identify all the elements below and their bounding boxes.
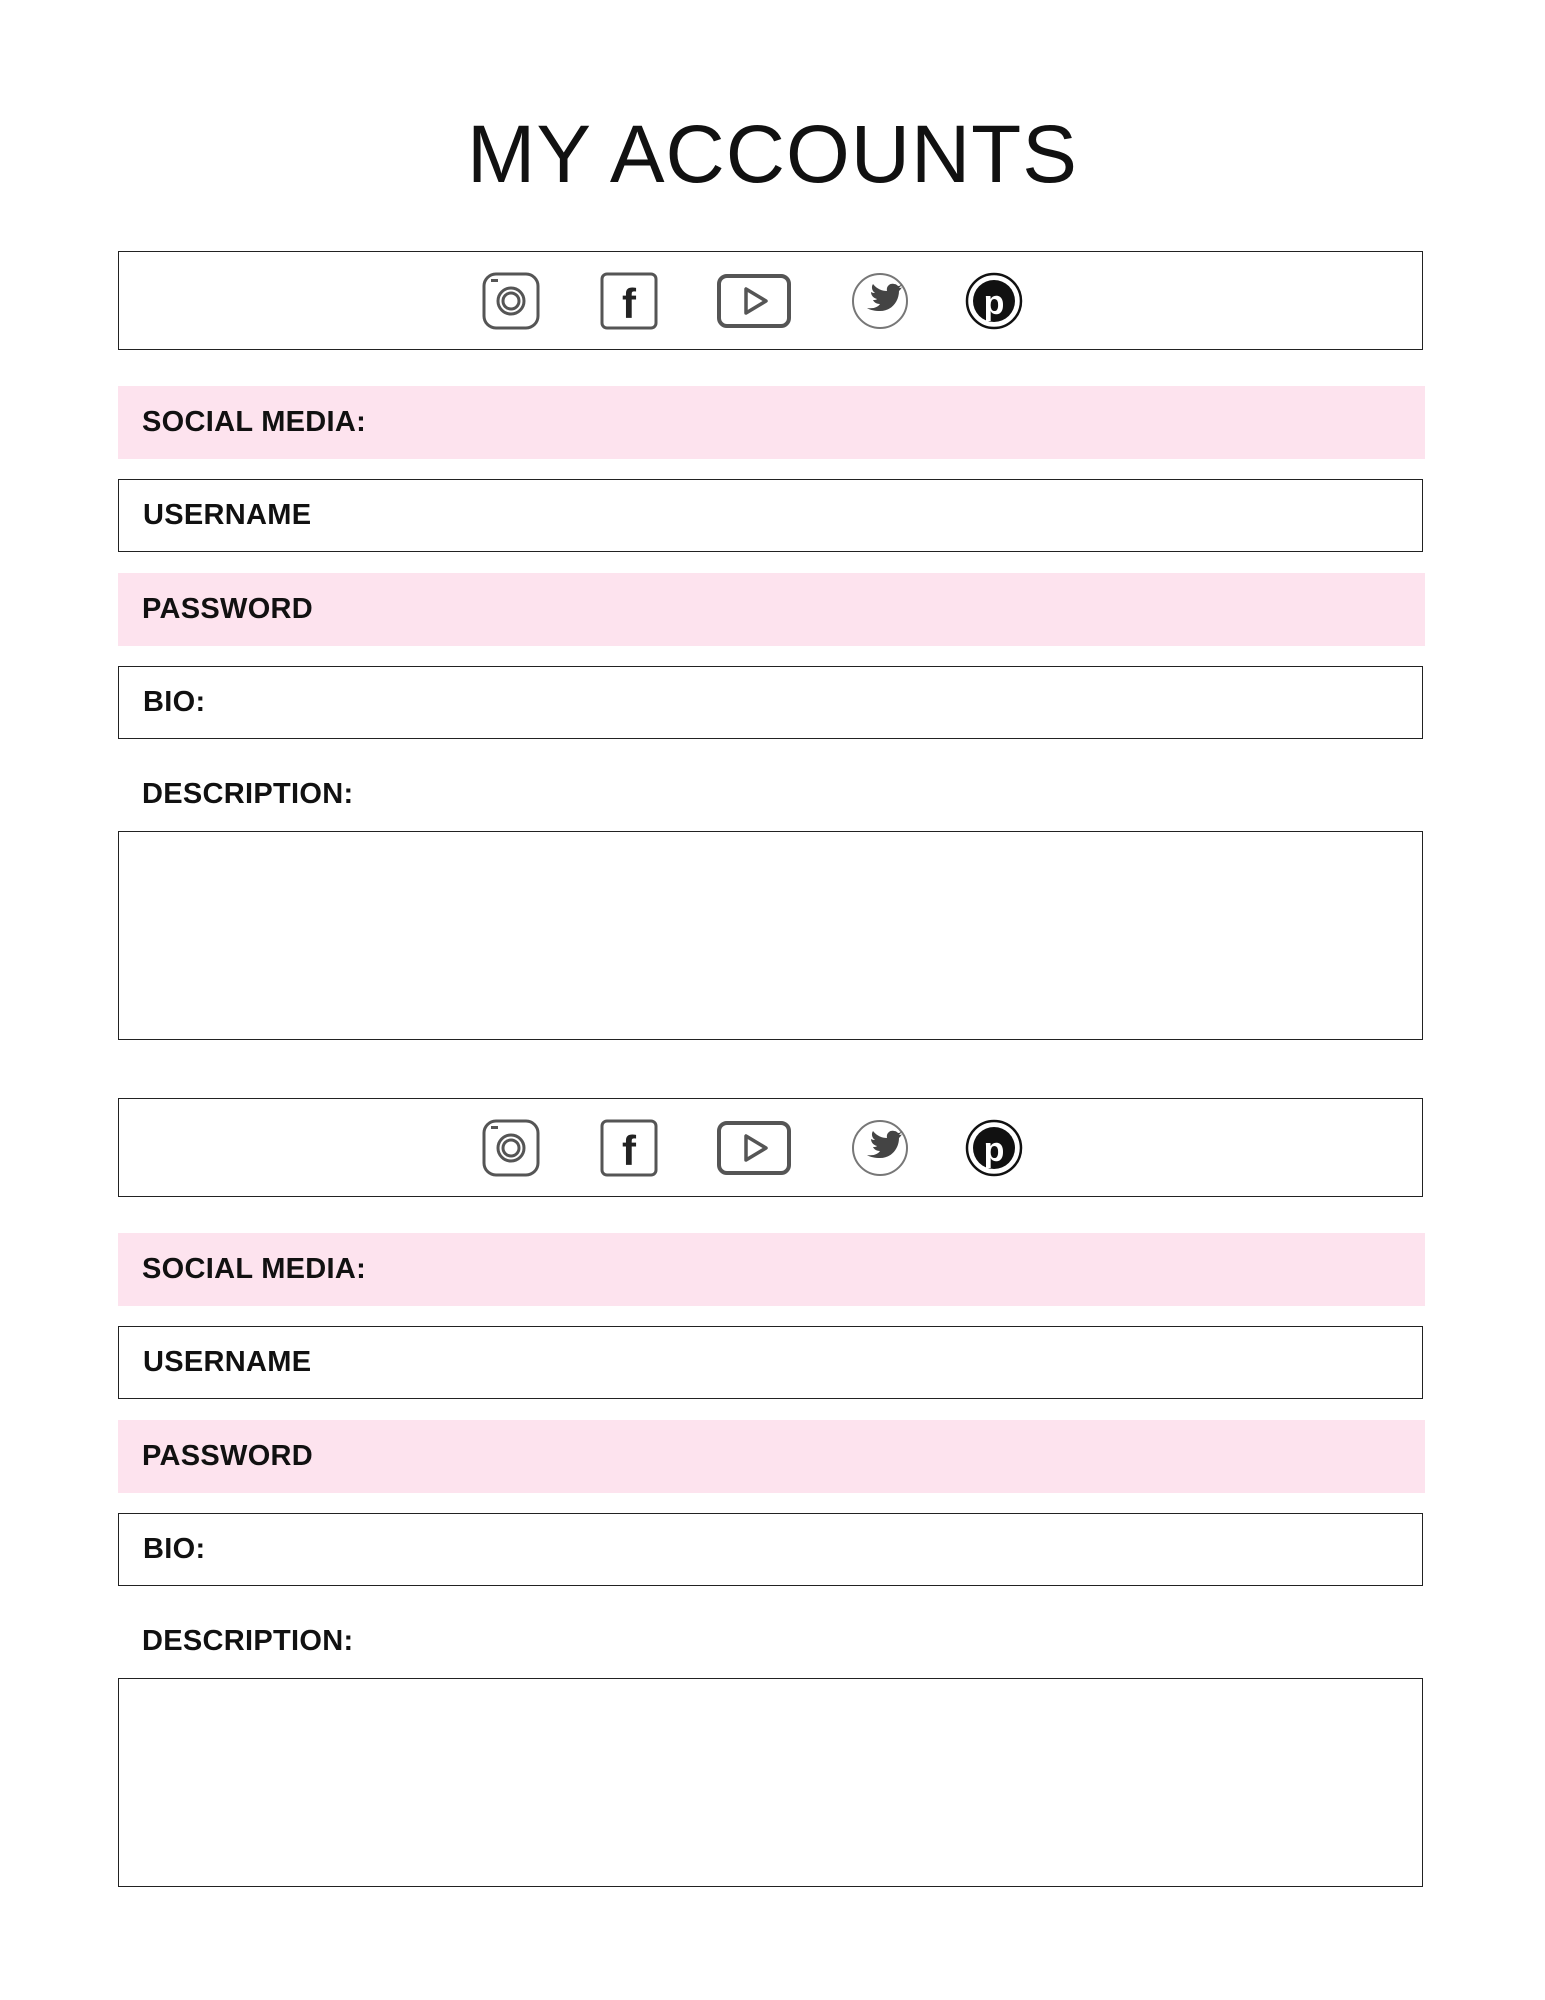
svg-text:p: p — [983, 1131, 1005, 1169]
twitter-icon[interactable] — [850, 1118, 910, 1178]
svg-text:f: f — [622, 1127, 636, 1174]
youtube-icon[interactable] — [716, 271, 792, 331]
description-field[interactable] — [118, 1678, 1423, 1887]
description-label: DESCRIPTION: — [142, 778, 354, 810]
social-icons-bar — [118, 251, 1423, 350]
bio-field[interactable]: BIO: — [118, 1513, 1423, 1586]
pinterest-icon[interactable] — [964, 1118, 1024, 1178]
svg-text:p: p — [983, 284, 1005, 322]
social-media-field[interactable]: SOCIAL MEDIA: — [118, 386, 1425, 459]
bio-field[interactable]: BIO: — [118, 666, 1423, 739]
password-field[interactable]: PASSWORD — [118, 573, 1425, 646]
pinterest-icon[interactable] — [964, 271, 1024, 331]
facebook-icon[interactable] — [599, 271, 659, 331]
description-field[interactable] — [118, 831, 1423, 1040]
svg-text:f: f — [622, 280, 636, 327]
youtube-icon[interactable] — [716, 1118, 792, 1178]
instagram-icon[interactable] — [481, 1118, 541, 1178]
instagram-icon[interactable] — [481, 271, 541, 331]
social-media-field[interactable]: SOCIAL MEDIA: — [118, 1233, 1425, 1306]
password-field[interactable]: PASSWORD — [118, 1420, 1425, 1493]
description-label: DESCRIPTION: — [142, 1625, 354, 1657]
page-title: MY ACCOUNTS — [467, 109, 1078, 200]
social-icons-bar — [118, 1098, 1423, 1197]
username-field[interactable]: USERNAME — [118, 479, 1423, 552]
twitter-icon[interactable] — [850, 271, 910, 331]
facebook-icon[interactable] — [599, 1118, 659, 1178]
username-field[interactable]: USERNAME — [118, 1326, 1423, 1399]
